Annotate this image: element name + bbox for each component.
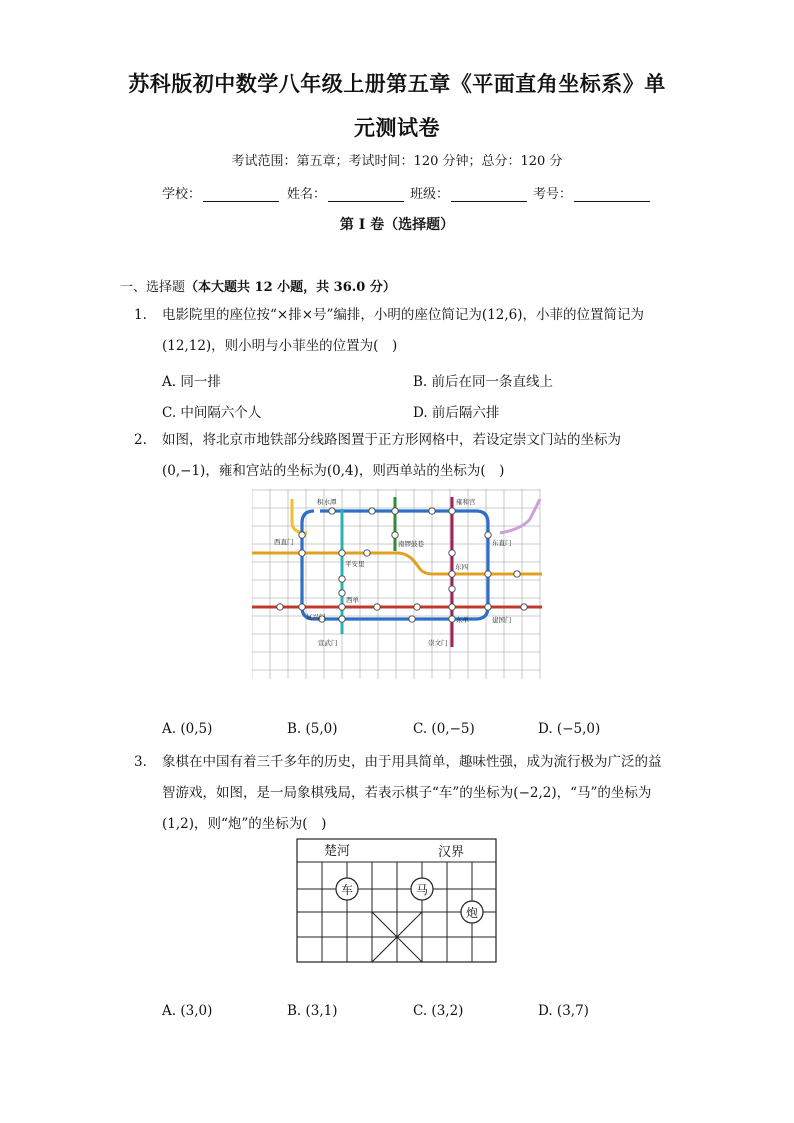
river-label-han: 汉界 xyxy=(438,845,465,860)
station-label: 南锣鼓巷 xyxy=(398,540,424,548)
river-label-chu: 楚河 xyxy=(324,844,351,859)
school-blank[interactable] xyxy=(203,188,279,202)
option-d[interactable]: D. (3,7) xyxy=(538,1003,589,1019)
page-title-line1: 苏科版初中数学八年级上册第五章《平面直角坐标系》单 xyxy=(128,71,666,96)
option-d[interactable]: D. 前后隔六排 xyxy=(413,405,500,421)
question-text: 如图，将北京市地铁部分线路图置于正方形网格中，若设定崇文门站的坐标为(0,−1)，雍和宫站的坐标为(0,4)，则西单站的坐标为( ) xyxy=(162,432,621,479)
section-heading xyxy=(120,276,396,295)
chess-piece-che xyxy=(336,878,358,900)
station-label: 建国门 xyxy=(492,616,512,624)
section-label: 一、选择题 xyxy=(120,280,186,295)
exam-number-field xyxy=(533,183,650,202)
option-c[interactable]: C. 中间隔六个人 xyxy=(162,405,262,421)
station-label: 东单 xyxy=(456,616,469,624)
option-d[interactable]: D. (−5,0) xyxy=(538,721,601,737)
station-label: 西单 xyxy=(346,596,359,604)
section-note: （本大题共 12 小题，共 36.0 分） xyxy=(185,280,396,295)
page-title-line2: 元测试卷 xyxy=(354,115,440,140)
option-a[interactable]: A. 同一排 xyxy=(162,374,221,390)
station-label: 雍和宫 xyxy=(456,498,476,506)
station-label: 宣武门 xyxy=(318,639,338,647)
exam-number-label: 考号： xyxy=(533,187,573,202)
line6-orange xyxy=(252,553,542,574)
station-label: 东直门 xyxy=(492,539,512,547)
student-info-fields xyxy=(162,183,652,202)
question-number: 3. xyxy=(134,754,147,770)
station-label: 崇文门 xyxy=(428,639,448,647)
stations xyxy=(277,508,527,622)
name-label: 姓名： xyxy=(287,187,327,202)
class-blank[interactable] xyxy=(451,188,527,202)
chess-board-figure xyxy=(296,838,498,966)
class-label: 班级： xyxy=(410,187,450,202)
option-b[interactable]: B. (3,1) xyxy=(287,1003,338,1019)
question-number: 2. xyxy=(134,432,147,448)
subway-map-figure xyxy=(252,489,544,680)
chess-piece-pao xyxy=(461,901,483,923)
option-a[interactable]: A. (3,0) xyxy=(162,1003,213,1019)
name-blank[interactable] xyxy=(328,188,404,202)
option-c[interactable]: C. (0,−5) xyxy=(413,721,475,737)
question-number: 1. xyxy=(134,307,147,323)
chess-piece-ma xyxy=(411,878,433,900)
question-text: 电影院里的座位按“×排×号”编排，小明的座位简记为(12,6)，小菲的位置简记为(12,12)，则小明与小菲坐的位置为( ) xyxy=(162,307,645,354)
school-field xyxy=(162,183,279,202)
station-label: 东四 xyxy=(455,563,468,571)
piece-label: 炮 xyxy=(465,906,479,920)
option-c[interactable]: C. (3,2) xyxy=(413,1003,464,1019)
question-2 xyxy=(134,425,664,489)
station-label: 西直门 xyxy=(274,538,294,546)
station-label: 复兴门 xyxy=(306,613,326,621)
station-label: 平安里 xyxy=(345,560,365,568)
question-text: 象棋在中国有着三千多年的历史，由于用具简单，趣味性强，成为流行极为广泛的益智游戏，如图，是一局象棋残局，若表示棋子“车”的坐标为(−2,2)，“马”的坐标为(1,2)，则“炮”的坐标为( ) xyxy=(162,754,662,832)
station-label: 积水潭 xyxy=(317,498,337,506)
option-b[interactable]: B. 前后在同一条直线上 xyxy=(413,374,554,390)
exam-meta: 考试范围：第五章；考试时间：120 分钟；总分：120 分 xyxy=(231,154,563,169)
question-1 xyxy=(134,300,664,364)
piece-label: 车 xyxy=(340,883,354,897)
option-a[interactable]: A. (0,5) xyxy=(162,721,213,737)
class-field xyxy=(410,183,527,202)
line-purple xyxy=(500,499,540,533)
option-b[interactable]: B. (5,0) xyxy=(287,721,338,737)
volume-heading: 第 I 卷（选择题） xyxy=(339,217,455,233)
piece-label: 马 xyxy=(415,883,429,897)
name-field xyxy=(287,183,404,202)
question-3 xyxy=(134,747,664,843)
school-label: 学校： xyxy=(162,187,202,202)
exam-number-blank[interactable] xyxy=(574,188,650,202)
